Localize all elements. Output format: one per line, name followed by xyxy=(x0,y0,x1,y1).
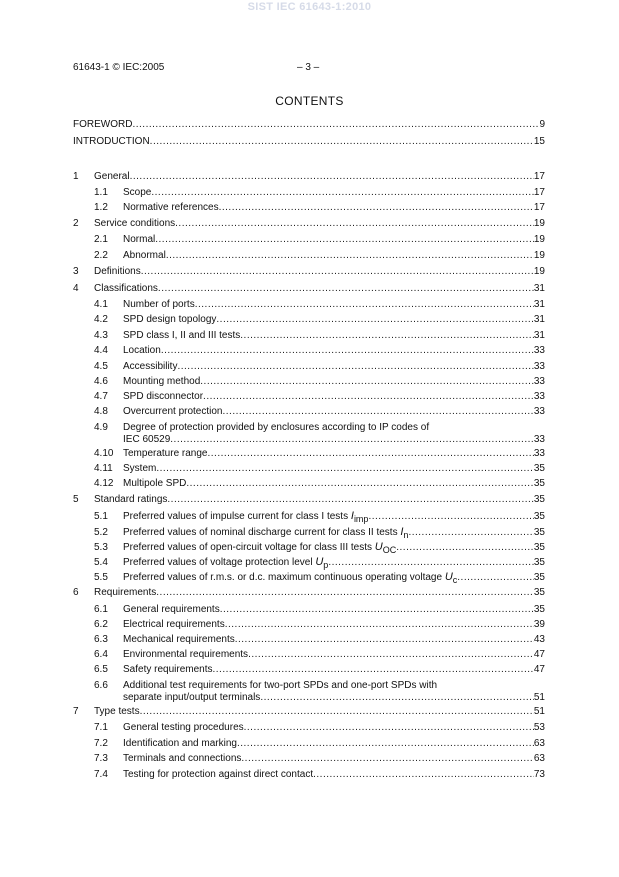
toc-entry-page: 35 xyxy=(533,527,545,538)
toc-entry-number: 6.4 xyxy=(94,649,108,660)
toc-leader-dots xyxy=(195,298,534,311)
toc-entry[interactable] xyxy=(73,313,545,326)
toc-entry-title-text: FOREWORD xyxy=(73,119,133,130)
toc-entry-page: 73 xyxy=(533,769,545,780)
toc-entry-symbol-subscript: c xyxy=(452,575,458,585)
toc-entry-title xyxy=(94,265,141,278)
toc-leader-dots xyxy=(177,360,533,373)
toc-entry-title xyxy=(123,447,208,460)
toc-entry-page: 47 xyxy=(533,649,545,660)
toc-entry-title-text: Mounting method xyxy=(123,376,201,387)
toc-entry-title xyxy=(123,233,155,246)
toc-entry-title xyxy=(123,721,244,734)
toc-entry[interactable] xyxy=(73,618,545,631)
toc-entry-page: 47 xyxy=(533,664,545,675)
toc-entry-page: 35 xyxy=(533,604,545,615)
toc-entry-page: 19 xyxy=(533,218,545,229)
toc-entry-page: 33 xyxy=(533,361,545,372)
toc-leader-dots xyxy=(237,737,534,750)
toc-entry-number: 4.2 xyxy=(94,314,108,325)
toc-entry-title-text: SPD disconnector xyxy=(123,391,204,402)
toc-entry-title xyxy=(94,493,167,506)
toc-entry-title xyxy=(123,541,396,557)
toc-entry-title-text: Requirements xyxy=(94,587,157,598)
toc-leader-dots xyxy=(219,201,534,214)
toc-entry-title-text: Safety requirements xyxy=(123,664,213,675)
toc-entry-number: 2.2 xyxy=(94,250,108,261)
toc-entry[interactable] xyxy=(73,265,545,278)
toc-entry-title-text: Preferred values of r.m.s. or d.c. maximum continuous operating voltage xyxy=(123,572,443,583)
toc-entry[interactable] xyxy=(73,541,545,554)
toc-entry-title xyxy=(123,462,156,475)
toc-leader-dots xyxy=(457,571,534,584)
toc-entry-page: 35 xyxy=(533,542,545,553)
toc-leader-dots xyxy=(240,329,534,342)
toc-entry-title xyxy=(123,556,328,572)
toc-entry-title xyxy=(123,201,219,214)
toc-entry-number: 4.9 xyxy=(94,422,108,433)
toc-entry-title xyxy=(123,249,166,262)
toc-entry[interactable] xyxy=(73,447,545,460)
toc-entry-number: 6.2 xyxy=(94,619,108,630)
toc-entry-number: 1.1 xyxy=(94,187,108,198)
toc-entry[interactable] xyxy=(73,405,545,418)
toc-entry-number: 5.5 xyxy=(94,572,108,583)
toc-entry-page: 33 xyxy=(533,434,545,445)
toc-entry-title: Additional test requirements for two-port SPDs and one-port SPDs with xyxy=(123,680,438,691)
toc-entry-title-text: Type tests xyxy=(94,706,140,717)
contents-title: CONTENTS xyxy=(275,94,344,108)
page-number: – 3 – xyxy=(297,62,320,73)
toc-entry-title-text: Preferred values of open-circuit voltage for class III tests xyxy=(123,542,372,553)
toc-entry-title-text: General testing procedures xyxy=(123,722,244,733)
toc-entry-page: 35 xyxy=(533,587,545,598)
toc-entry-number: 3 xyxy=(73,266,79,277)
toc-entry-title-text: Abnormal xyxy=(123,250,166,261)
toc-entry-number: 7 xyxy=(73,706,79,717)
toc-entry-title xyxy=(94,217,175,230)
toc-entry-title-text: Normal xyxy=(123,234,156,245)
toc-entry-page: 63 xyxy=(533,753,545,764)
toc-leader-dots xyxy=(368,510,533,523)
toc-entry-title xyxy=(123,618,225,631)
toc-entry-page: 53 xyxy=(533,722,545,733)
toc-entry-title-text: Electrical requirements xyxy=(123,619,225,630)
toc-leader-dots xyxy=(235,633,534,646)
toc-entry-title xyxy=(123,186,151,199)
toc-entry-title-text: Definitions xyxy=(94,266,141,277)
toc-leader-dots xyxy=(248,648,534,661)
toc-entry-number: 7.3 xyxy=(94,753,108,764)
toc-leader-dots xyxy=(156,462,534,475)
toc-entry-number: 4.1 xyxy=(94,299,108,310)
toc-entry-title: Degree of protection provided by enclosures according to IP codes of xyxy=(123,422,430,433)
toc-entry-number: 4.7 xyxy=(94,391,108,402)
document-id: 61643-1 © IEC:2005 xyxy=(73,62,165,73)
toc-leader-dots xyxy=(156,586,534,599)
toc-leader-dots xyxy=(141,265,534,278)
toc-leader-dots xyxy=(150,135,534,148)
toc-entry[interactable] xyxy=(73,571,545,584)
toc-entry-title-text: Mechanical requirements xyxy=(123,634,235,645)
toc-entry-symbol xyxy=(400,526,408,538)
toc-entry[interactable] xyxy=(73,648,545,661)
toc-entry-title xyxy=(73,135,150,148)
toc-entry-page: 33 xyxy=(533,345,545,356)
toc-entry-symbol-letter: U xyxy=(444,571,453,583)
toc-entry-number: 4.8 xyxy=(94,406,108,417)
toc-entry-title xyxy=(123,633,235,646)
toc-entry-number: 4 xyxy=(73,283,79,294)
toc-entry-title xyxy=(123,603,220,616)
toc-entry-page: 35 xyxy=(533,463,545,474)
toc-entry-title xyxy=(123,510,368,526)
toc-entry-number: 4.11 xyxy=(94,463,113,474)
toc-entry[interactable] xyxy=(73,298,545,311)
toc-entry-title xyxy=(123,405,223,418)
toc-entry-title-text: Preferred values of nominal discharge current for class II tests xyxy=(123,527,398,538)
toc-entry-title xyxy=(94,586,156,599)
toc-entry[interactable] xyxy=(73,135,545,148)
toc-entry[interactable] xyxy=(73,477,545,490)
toc-entry[interactable] xyxy=(73,737,545,750)
toc-entry[interactable] xyxy=(73,390,545,403)
toc-entry-page: 9 xyxy=(539,119,545,130)
toc-entry-title-text: INTRODUCTION xyxy=(73,136,150,147)
toc-entry-symbol-subscript: p xyxy=(323,560,329,570)
toc-entry-title-continuation: separate input/output terminals xyxy=(123,692,261,703)
toc-entry-number: 6.3 xyxy=(94,634,108,645)
toc-entry-page: 33 xyxy=(533,406,545,417)
toc-leader-dots xyxy=(130,170,534,183)
toc-entry-title-text: Standard ratings xyxy=(94,494,168,505)
toc-entry-title xyxy=(123,344,161,357)
toc-entry-title xyxy=(123,752,241,765)
toc-entry[interactable] xyxy=(73,663,545,676)
toc-entry-title xyxy=(123,313,216,326)
toc-entry-page: 15 xyxy=(533,136,545,147)
toc-entry[interactable] xyxy=(73,752,545,765)
toc-entry-title xyxy=(94,282,158,295)
toc-entry-page: 39 xyxy=(533,619,545,630)
toc-entry-number: 4.4 xyxy=(94,345,108,356)
watermark: SIST IEC 61643-1:2010 xyxy=(247,1,372,13)
toc-entry-symbol xyxy=(315,556,328,568)
toc-entry-title-text: SPD class I, II and III tests xyxy=(123,330,241,341)
toc-entry-symbol-subscript: OC xyxy=(382,545,397,555)
toc-entry[interactable] xyxy=(73,186,545,199)
toc-entry-title-text: General requirements xyxy=(123,604,220,615)
toc-leader-dots xyxy=(328,556,534,569)
toc-entry-page: 33 xyxy=(533,448,545,459)
toc-entry-number: 5.3 xyxy=(94,542,108,553)
toc-entry-number: 6 xyxy=(73,587,79,598)
toc-entry-title-text: Environmental requirements xyxy=(123,649,249,660)
toc-leader-dots xyxy=(167,493,533,506)
toc-entry-number: 5.4 xyxy=(94,557,108,568)
toc-entry-number: 2.1 xyxy=(94,234,108,245)
toc-entry[interactable] xyxy=(73,421,545,447)
toc-entry-page: 35 xyxy=(533,572,545,583)
toc-entry-title xyxy=(123,737,237,750)
toc-entry-number: 5 xyxy=(73,494,79,505)
toc-entry-number: 7.4 xyxy=(94,769,108,780)
toc-entry-title-text: Number of ports xyxy=(123,299,195,310)
toc-entry-title-text: Identification and marking xyxy=(123,738,237,749)
toc-entry-page: 35 xyxy=(533,511,545,522)
toc-entry-title-text: Preferred values of impulse current for class I tests xyxy=(123,511,349,522)
toc-entry[interactable] xyxy=(73,201,545,214)
toc-entry-title-text: Testing for protection against direct contact xyxy=(123,769,314,780)
toc-entry-title-text: Service conditions xyxy=(94,218,176,229)
toc-entry[interactable] xyxy=(73,586,545,599)
toc-leader-dots xyxy=(241,752,533,765)
toc-leader-dots xyxy=(155,233,534,246)
toc-entry-title-text: Location xyxy=(123,345,161,356)
toc-entry[interactable] xyxy=(73,493,545,506)
toc-entry-title xyxy=(123,768,313,781)
toc-entry-page: 17 xyxy=(533,187,545,198)
toc-entry[interactable] xyxy=(73,768,545,781)
toc-entry-title xyxy=(123,477,186,490)
toc-entry[interactable] xyxy=(73,282,545,295)
toc-entry-title-text: Temperature range xyxy=(123,448,208,459)
toc-entry-title xyxy=(123,663,213,676)
toc-entry[interactable] xyxy=(73,556,545,569)
toc-leader-dots xyxy=(132,118,539,131)
toc-entry[interactable] xyxy=(73,249,545,262)
toc-entry[interactable] xyxy=(73,375,545,388)
toc-entry-symbol-letter: U xyxy=(315,556,324,568)
toc-entry[interactable] xyxy=(73,360,545,373)
toc-entry[interactable] xyxy=(73,526,545,539)
toc-entry-title xyxy=(94,705,140,718)
toc-entry-number: 4.3 xyxy=(94,330,108,341)
toc-entry-number: 4.6 xyxy=(94,376,108,387)
toc-entry-page: 19 xyxy=(533,234,545,245)
toc-entry-title xyxy=(123,648,248,661)
toc-entry-title-text: Terminals and connections xyxy=(123,753,242,764)
toc-entry[interactable] xyxy=(73,633,545,646)
toc-entry-page: 33 xyxy=(533,376,545,387)
toc-entry-number: 6.5 xyxy=(94,664,108,675)
toc-entry[interactable] xyxy=(73,118,545,131)
toc-entry-symbol xyxy=(351,510,369,522)
toc-leader-dots xyxy=(200,375,534,388)
toc-entry-title xyxy=(123,360,177,373)
toc-leader-dots xyxy=(158,282,534,295)
toc-entry-title-text: Overcurrent protection xyxy=(123,406,223,417)
toc-entry-page: 31 xyxy=(533,283,545,294)
toc-entry[interactable] xyxy=(73,329,545,342)
toc-entry-title xyxy=(123,298,195,311)
toc-entry[interactable] xyxy=(73,233,545,246)
toc-entry-page: 51 xyxy=(533,706,545,717)
toc-entry-number: 4.5 xyxy=(94,361,108,372)
toc-entry-page: 51 xyxy=(533,692,545,703)
toc-entry-symbol-letter: U xyxy=(374,541,383,553)
toc-leader-dots xyxy=(140,705,534,718)
toc-entry-title xyxy=(123,390,203,403)
toc-entry-title xyxy=(73,118,132,131)
toc-leader-dots xyxy=(223,405,534,418)
toc-entry[interactable] xyxy=(73,462,545,475)
toc-leader-dots xyxy=(175,217,534,230)
toc-entry-page: 35 xyxy=(533,494,545,505)
toc-entry-number: 4.10 xyxy=(94,448,114,459)
toc-leader-dots xyxy=(186,477,534,490)
toc-entry-symbol-subscript: n xyxy=(403,530,409,540)
toc-entry[interactable] xyxy=(73,705,545,718)
toc-entry-symbol xyxy=(375,541,396,553)
toc-entry-page: 17 xyxy=(533,202,545,213)
toc-entry-symbol-subscript: imp xyxy=(353,514,369,524)
toc-leader-dots xyxy=(161,344,534,357)
toc-entry-title-text: Accessibility xyxy=(123,361,178,372)
toc-leader-dots xyxy=(151,186,534,199)
toc-entry-title-text: Classifications xyxy=(94,283,158,294)
toc-leader-dots xyxy=(220,603,534,616)
toc-entry-number: 7.1 xyxy=(94,722,108,733)
toc-leader-dots xyxy=(166,249,534,262)
toc-entry-page: 43 xyxy=(533,634,545,645)
toc-entry-title-text: Multipole SPD xyxy=(123,478,187,489)
toc-entry-title xyxy=(123,571,457,587)
toc-leader-dots xyxy=(170,433,534,446)
toc-entry-title-text: System xyxy=(123,463,157,474)
toc-entry-number: 4.12 xyxy=(94,478,114,489)
toc-entry-symbol-letter: I xyxy=(350,510,354,522)
toc-entry-page: 31 xyxy=(533,330,545,341)
toc-entry-page: 19 xyxy=(533,250,545,261)
toc-leader-dots xyxy=(213,663,534,676)
toc-entry-symbol-letter: I xyxy=(400,526,404,538)
toc-leader-dots xyxy=(244,721,534,734)
toc-entry-title-text: Scope xyxy=(123,187,152,198)
toc-entry-number: 6.1 xyxy=(94,604,108,615)
toc-entry-title xyxy=(123,526,408,542)
toc-entry[interactable] xyxy=(73,344,545,357)
toc-entry-title-text: Normative references xyxy=(123,202,219,213)
toc-entry-title-continuation: IEC 60529 xyxy=(123,434,171,445)
toc-entry-number: 5.1 xyxy=(94,511,108,522)
toc-entry-number: 5.2 xyxy=(94,527,108,538)
toc-leader-dots xyxy=(313,768,534,781)
toc-entry[interactable] xyxy=(73,679,545,705)
toc-entry[interactable] xyxy=(73,217,545,230)
toc-entry-page: 35 xyxy=(533,557,545,568)
toc-leader-dots xyxy=(408,526,533,539)
toc-entry-page: 63 xyxy=(533,738,545,749)
toc-entry-page: 31 xyxy=(533,314,545,325)
toc-entry-title xyxy=(94,170,130,183)
toc-leader-dots xyxy=(225,618,534,631)
toc-leader-dots xyxy=(260,691,534,704)
toc-leader-dots xyxy=(396,541,534,554)
toc-entry-page: 31 xyxy=(533,299,545,310)
toc-entry[interactable] xyxy=(73,170,545,183)
toc-entry-number: 7.2 xyxy=(94,738,108,749)
toc-leader-dots xyxy=(216,313,533,326)
toc-entry-symbol xyxy=(445,571,457,583)
toc-entry-page: 33 xyxy=(533,391,545,402)
toc-entry-title xyxy=(123,375,200,388)
toc-entry-page: 17 xyxy=(533,171,545,182)
toc-entry-title xyxy=(123,329,240,342)
toc-leader-dots xyxy=(203,390,534,403)
toc-entry[interactable] xyxy=(73,721,545,734)
toc-entry[interactable] xyxy=(73,510,545,523)
toc-entry-number: 1.2 xyxy=(94,202,108,213)
toc-entry-page: 19 xyxy=(533,266,545,277)
toc-entry-number: 6.6 xyxy=(94,680,108,691)
toc-entry-title-text: SPD design topology xyxy=(123,314,217,325)
toc-entry-title-text: General xyxy=(94,171,130,182)
toc-entry-number: 1 xyxy=(73,171,79,182)
toc-entry-page: 35 xyxy=(533,478,545,489)
toc-leader-dots xyxy=(208,447,534,460)
toc-entry-number: 2 xyxy=(73,218,79,229)
toc-entry[interactable] xyxy=(73,603,545,616)
toc-entry-title-text: Preferred values of voltage protection level xyxy=(123,557,313,568)
